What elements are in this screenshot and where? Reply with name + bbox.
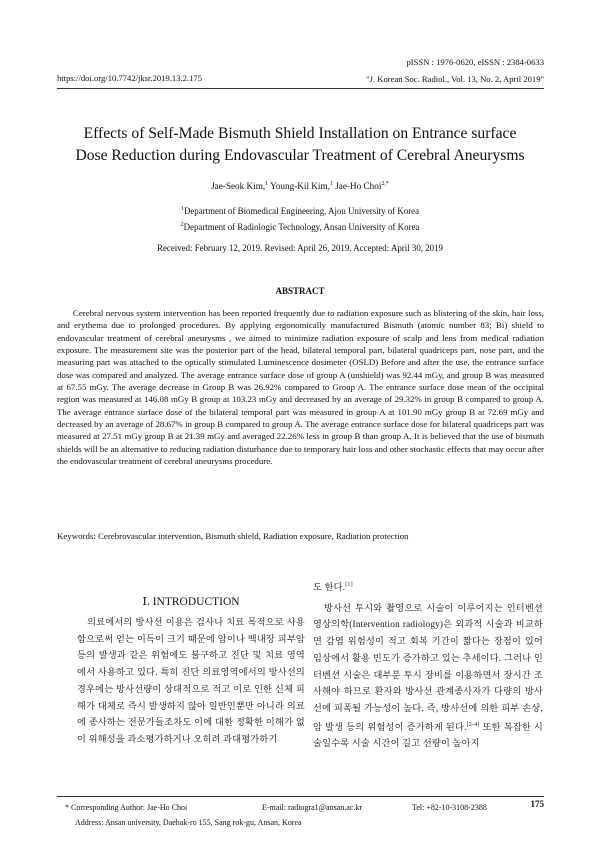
issn-line: pISSN : 1976-0620, eISSN : 2384-0633 bbox=[406, 57, 544, 67]
author-3-affil: 2,* bbox=[381, 181, 389, 187]
page-number: 175 bbox=[530, 799, 544, 809]
journal-citation: "J. Korean Soc. Radiol., Vol. 13, No. 2, April 2019" bbox=[366, 74, 544, 84]
intro-right-p2-text-a: 방사선 투시와 촬영으로 시술이 이루어지는 인터벤션 영상의학(Intervention radiology)은 외과적 시술과 비교하면 감염 위험성이 적고 회복 기간이 짧다는 장점이 있어 임상에서 활용 빈도가 증가하고 있는 추세이다. 그러나 인터벤션 시술은 대부분 투시 장비를 이용하면서 장시간 조사해야 하므로 환자와 방사선 관계종사자가 다량의 방사선에 피폭될 가능성이 높다. 즉, 방사선에 의한 피부 손상, 암 발생 등의 위험성이 증가하게 된다. bbox=[313, 602, 543, 732]
corresponding-email[interactable]: E-mail: radiogra1@ansan.ac.kr bbox=[262, 803, 362, 812]
intro-right-paragraph-2 bbox=[313, 600, 543, 752]
paper-title-line-1: Effects of Self-Made Bismuth Shield Installation on Entrance surface bbox=[83, 125, 517, 142]
affiliation-1 bbox=[40, 206, 560, 216]
paper-title-line-2: Dose Reduction during Endovascular Treatment of Cerebral Aneurysms bbox=[75, 147, 525, 164]
affiliation-2-mark: 2 bbox=[180, 222, 184, 229]
intro-right-p1-text: 도 한다. bbox=[313, 582, 346, 593]
author-3: Jae-Ho Choi bbox=[332, 181, 382, 192]
doi-link[interactable]: https://doi.org/10.7742/jksr.2019.13.2.175 bbox=[57, 73, 202, 83]
abstract-heading: ABSTRACT bbox=[275, 286, 325, 296]
affiliation-1-text: Department of Biomedical Engineering, Ajou University of Korea bbox=[183, 206, 420, 216]
corresponding-author: * Corresponding Author: Jae-Ho Choi bbox=[65, 803, 188, 812]
keywords: Keywords: Cerebrovascular intervention, Bismuth shield, Radiation exposure, Radiation protection bbox=[57, 531, 409, 541]
intro-right-column bbox=[313, 577, 543, 752]
author-2: Young-Kil Kim, bbox=[268, 181, 330, 192]
citation-ref-1[interactable]: [1] bbox=[345, 582, 353, 588]
intro-right-paragraph-1 bbox=[313, 577, 543, 596]
author-1-affil: 1 bbox=[265, 181, 269, 187]
intro-right-p2-text-b: 또한 복잡한 시술일수록 시술 시간이 길고 선량이 높아지 bbox=[313, 721, 543, 749]
corresponding-phone: Tel: +82-10-3108-2388 bbox=[412, 803, 487, 812]
submission-dates: Received: February 12, 2019. Revised: April 26, 2019. Accepted: April 30, 2019 bbox=[157, 243, 443, 253]
corresponding-address: Address: Ansan university, Daehak-ro 155, Sang rok-gu, Ansan, Korea bbox=[75, 818, 302, 827]
intro-left-column: 의료에서의 방사선 이용은 검사나 치료 목적으로 사용함으로써 얻는 이득이 크기 때문에 암이나 백내장 피부암 등의 발생과 같은 위험에도 불구하고 진단 및 치료 영역에서 사용하고 있다. 특히 진단 의료영역에서의 방사선의 경우에는 방사선량이 상대적으로 적고 이로 인한 신체 피해가 대체로 즉시 발생하지 않아 일반인뿐만 아니라 의료에 종사하는 전문가들조차도 이에 대한 정확한 이해가 없이 위해성을 과소평가하거나 오히려 과대평가하기 bbox=[77, 617, 305, 744]
affiliation-1-mark: 1 bbox=[180, 206, 184, 213]
citation-ref-2-4[interactable]: [2-4] bbox=[466, 721, 480, 728]
footer-rule bbox=[57, 796, 544, 797]
header-rule bbox=[57, 88, 544, 89]
author-list bbox=[40, 181, 560, 191]
affiliation-2 bbox=[40, 222, 560, 232]
affiliation-2-text: Department of Radiologic Technology, Ansan University of Korea bbox=[183, 222, 420, 232]
author-1: Jae-Seok Kim, bbox=[211, 181, 266, 192]
section-heading-introduction: Ⅰ. INTRODUCTION bbox=[142, 596, 240, 608]
abstract-body: Cerebral nervous system intervention has been reported frequently due to radiation exposure such as blistering of the skin, hair loss, and erythema due to prolonged procedures. By applying ergonomically manufactured Bismuth (atomic number 83; Bi) shield to endovascular treatment of cerebral aneurysms , we aimed to minimize radiation exposure of scalp and lens from medical radiation exposure. The measurement site was the posterior part of the head, bilateral temporal part, bilateral quadriceps part, nose part, and the measuring part was attached to the optically stimulated Luminescence dosimeter (OSLD) Before and after the use, the entrance surface dose was compared and analyzed. The average entrance surface dose of group A (unshield) was 92.44 mGy, and group B was measured at 67.55 mGy. The average decrease in Group B was 26.92% compared to Group A. The entrance surface dose mean of the occipital region was measured at 146.08 mGy B group at 103.23 mGy and decreased by an average of 29.32% in group B compared to group A. The average entrance surface dose of the bilateral temporal part was measured in group A at 101.90 mGy group B at 72.69 mGy and decreased by an average of 28.67% in group B compared to group A. The average entrance surface dose for bilateral quadriceps part was measured at 27.51 mGy group B at 21.39 mGy and averaged 22.26% less in group B than group A. It is believed that the use of bismuth shields will be an alternative to reducing radiation disturbance due to temporary hair loss and other stochastic effects that may occur after the endovascular treatment of cerebral aneurysms procedure. bbox=[57, 308, 544, 467]
author-2-affil: 1 bbox=[329, 181, 333, 187]
